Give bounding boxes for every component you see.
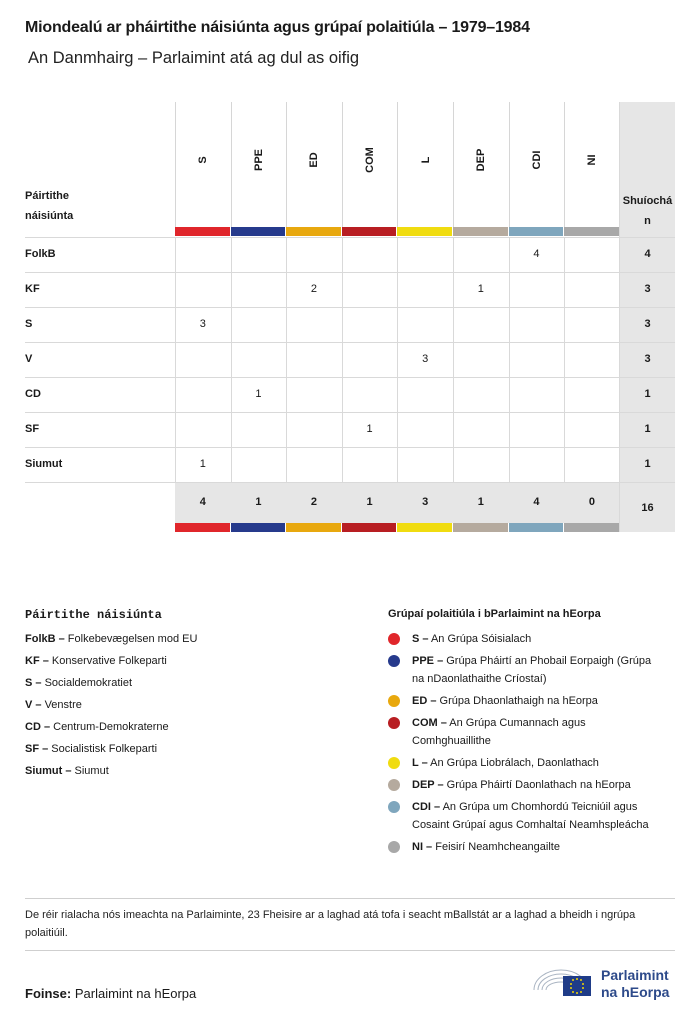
row-label-cd: CD xyxy=(25,388,41,400)
group-legend-item xyxy=(412,692,680,710)
group-legend-name: Feisirí Neamhcheangailte xyxy=(432,841,560,853)
group-color-swatch xyxy=(397,523,452,532)
party-legend-abbr: SF – xyxy=(25,743,49,755)
ep-logo-text xyxy=(601,967,669,1001)
divider xyxy=(25,950,675,951)
group-legend-name: An Grúpa um Chomhordú Teicniúil agus xyxy=(440,801,638,813)
group-total-cell: 3 xyxy=(422,496,429,508)
table-cell: 3 xyxy=(199,318,206,330)
seats-header-label: Shuíochán xyxy=(622,195,673,227)
group-color-dot xyxy=(388,801,400,813)
column-header-label: L xyxy=(419,156,432,164)
table-cell: 4 xyxy=(533,248,540,260)
group-legend-name-cont: Cosaint Grúpaí agus Comhaltaí Neamhspleácha xyxy=(412,819,649,831)
column-header-label: PPE xyxy=(252,148,265,172)
party-legend-abbr: Siumut – xyxy=(25,765,72,777)
logo-line-1: Parlaimint xyxy=(601,967,669,983)
party-legend-name: Konservative Folkeparti xyxy=(48,655,167,667)
party-legend-item xyxy=(25,630,197,648)
table-cell: 2 xyxy=(310,283,318,295)
row-seat-total: 3 xyxy=(644,318,651,330)
group-color-swatch xyxy=(286,227,341,236)
column-header-ed xyxy=(286,102,342,227)
column-header-dep xyxy=(453,102,509,227)
column-header-s xyxy=(175,102,231,227)
group-legend-abbr: L – xyxy=(412,757,428,769)
group-color-swatch xyxy=(231,523,286,532)
party-legend-name: Socialistisk Folkeparti xyxy=(48,743,158,755)
group-color-dot xyxy=(388,633,400,645)
row-seat-total: 3 xyxy=(644,283,651,295)
group-color-swatch xyxy=(397,227,452,236)
group-color-swatch xyxy=(286,523,341,532)
group-color-swatch xyxy=(564,227,619,236)
row-label-s: S xyxy=(25,318,33,330)
row-label-siumut: Siumut xyxy=(25,458,63,470)
group-legend-abbr: S – xyxy=(412,633,429,645)
group-legend-item xyxy=(412,776,680,794)
group-total-cell: 0 xyxy=(588,496,596,508)
party-legend-name: Folkebevægelsen mod EU xyxy=(64,633,198,645)
footnote: De réir rialacha nós imeachta na Parlaiminte, 23 Fheisire ar a laghad atá tofa i seacht mBallstát ar a laghad a bheidh i ngrúpa polaitiúil. xyxy=(25,909,636,939)
table-cell: 1 xyxy=(366,423,373,435)
group-legend-abbr: COM – xyxy=(412,717,447,729)
group-legend-heading: Grúpaí polaitiúla i bParlaimint na hEorpa xyxy=(388,608,601,620)
column-header-cdi xyxy=(509,102,565,227)
group-legend-item xyxy=(412,714,680,750)
row-divider xyxy=(25,237,675,238)
group-legend-item xyxy=(412,838,680,856)
row-label-kf: KF xyxy=(25,283,40,295)
party-legend-item xyxy=(25,762,109,780)
group-legend-name: An Grúpa Liobrálach, Daonlathach xyxy=(427,757,599,769)
column-header-label: S xyxy=(197,156,210,164)
row-divider xyxy=(25,307,675,308)
group-color-dot xyxy=(388,757,400,769)
group-color-dot xyxy=(388,779,400,791)
party-legend-name: Socialdemokratiet xyxy=(41,677,133,689)
party-legend-abbr: FolkB – xyxy=(25,633,65,645)
group-total-cell: 1 xyxy=(366,496,373,508)
group-color-dot xyxy=(388,717,400,729)
party-legend-item xyxy=(25,652,167,670)
group-legend-item xyxy=(412,798,680,834)
source-text: Parlaimint na hEorpa xyxy=(74,986,197,1001)
column-header-label: DEP xyxy=(475,148,488,172)
row-label-sf: SF xyxy=(25,423,40,435)
divider xyxy=(25,898,675,899)
row-divider xyxy=(25,482,675,483)
source-line xyxy=(25,986,196,1001)
group-legend-item xyxy=(412,754,680,772)
column-header-com xyxy=(342,102,398,227)
table-cell: 1 xyxy=(255,388,262,400)
grand-total: 16 xyxy=(641,502,654,514)
group-color-swatch xyxy=(175,227,230,236)
group-legend-abbr: CDI – xyxy=(412,801,441,813)
group-legend-abbr: DEP – xyxy=(412,779,444,791)
logo-line-2: na hEorpa xyxy=(601,984,670,1000)
column-header-label: ED xyxy=(308,152,321,168)
party-legend-abbr: V – xyxy=(25,699,42,711)
row-seat-total: 1 xyxy=(644,423,651,435)
party-legend-item xyxy=(25,718,169,736)
party-legend-abbr: KF – xyxy=(25,655,49,667)
row-divider xyxy=(25,412,675,413)
ep-logo-icon xyxy=(530,960,592,998)
group-legend-abbr: PPE – xyxy=(412,655,444,667)
column-header-ni xyxy=(564,102,620,227)
party-legend-item xyxy=(25,696,82,714)
row-divider xyxy=(25,272,675,273)
party-legend-heading: Páirtithe náisiúnta xyxy=(25,608,162,622)
group-legend-abbr: NI – xyxy=(412,841,433,853)
column-header-label: CDI xyxy=(530,150,543,170)
group-color-swatch xyxy=(509,523,564,532)
column-header-l xyxy=(397,102,453,227)
group-color-swatch xyxy=(231,227,286,236)
group-total-cell: 1 xyxy=(477,496,484,508)
row-seat-total: 1 xyxy=(644,388,651,400)
row-divider xyxy=(25,342,675,343)
group-color-swatch xyxy=(564,523,619,532)
group-legend-name: An Grúpa Cumannach agus xyxy=(446,717,586,729)
group-color-swatch xyxy=(175,523,230,532)
row-header-label: Páirtithe náisiúnta xyxy=(25,190,74,222)
row-label-folkb: FolkB xyxy=(25,248,56,260)
source-label: Foinse: xyxy=(25,986,72,1001)
row-label-v: V xyxy=(25,353,33,365)
group-total-cell: 4 xyxy=(199,496,206,508)
group-color-swatch xyxy=(342,227,397,236)
group-legend-name: Grúpa Pháirtí Daonlathach na hEorpa xyxy=(443,779,631,791)
table-cell: 1 xyxy=(477,283,484,295)
group-color-dot xyxy=(388,695,400,707)
group-legend-name-cont: Comhghuaillithe xyxy=(412,735,491,747)
group-color-swatch xyxy=(509,227,564,236)
party-legend-name: Siumut xyxy=(71,765,109,777)
column-header-label: COM xyxy=(364,147,377,173)
group-total-cell: 1 xyxy=(255,496,262,508)
party-legend-name: Venstre xyxy=(41,699,82,711)
table-cell: 3 xyxy=(422,353,429,365)
column-header-label: NI xyxy=(586,154,599,166)
group-legend-name: Grúpa Dhaonlathaigh na hEorpa xyxy=(436,695,598,707)
group-total-cell: 2 xyxy=(310,496,318,508)
group-color-dot xyxy=(388,655,400,667)
group-legend-item xyxy=(412,630,680,648)
group-legend-name: An Grúpa Sóisialach xyxy=(428,633,532,645)
group-color-dot xyxy=(388,841,400,853)
row-divider xyxy=(25,377,675,378)
chart-subtitle: An Danmhairg – Parlaimint atá ag dul as oifig xyxy=(28,49,360,67)
party-legend-item xyxy=(25,674,132,692)
chart-title: Miondealú ar pháirtithe náisiúnta agus grúpaí polaitiúla – 1979–1984 xyxy=(25,19,530,36)
party-legend-abbr: CD – xyxy=(25,721,51,733)
group-legend-name-cont: na nDaonlathaithe Críostaí) xyxy=(412,673,547,685)
group-legend-abbr: ED – xyxy=(412,695,437,707)
group-legend-name: Grúpa Pháirtí an Phobail Eorpaigh (Grúpa xyxy=(443,655,652,667)
group-color-swatch xyxy=(342,523,397,532)
table-cell: 1 xyxy=(199,458,206,470)
row-seat-total: 3 xyxy=(644,353,651,365)
row-seat-total: 4 xyxy=(644,248,651,260)
row-seat-total: 1 xyxy=(644,458,651,470)
party-legend-name: Centrum-Demokraterne xyxy=(50,721,169,733)
party-legend-abbr: S – xyxy=(25,677,42,689)
group-legend-item xyxy=(412,652,680,688)
row-divider xyxy=(25,447,675,448)
group-color-swatch xyxy=(453,523,508,532)
party-legend-item xyxy=(25,740,157,758)
group-color-swatch xyxy=(453,227,508,236)
group-total-cell: 4 xyxy=(533,496,540,508)
column-header-ppe xyxy=(231,102,287,227)
